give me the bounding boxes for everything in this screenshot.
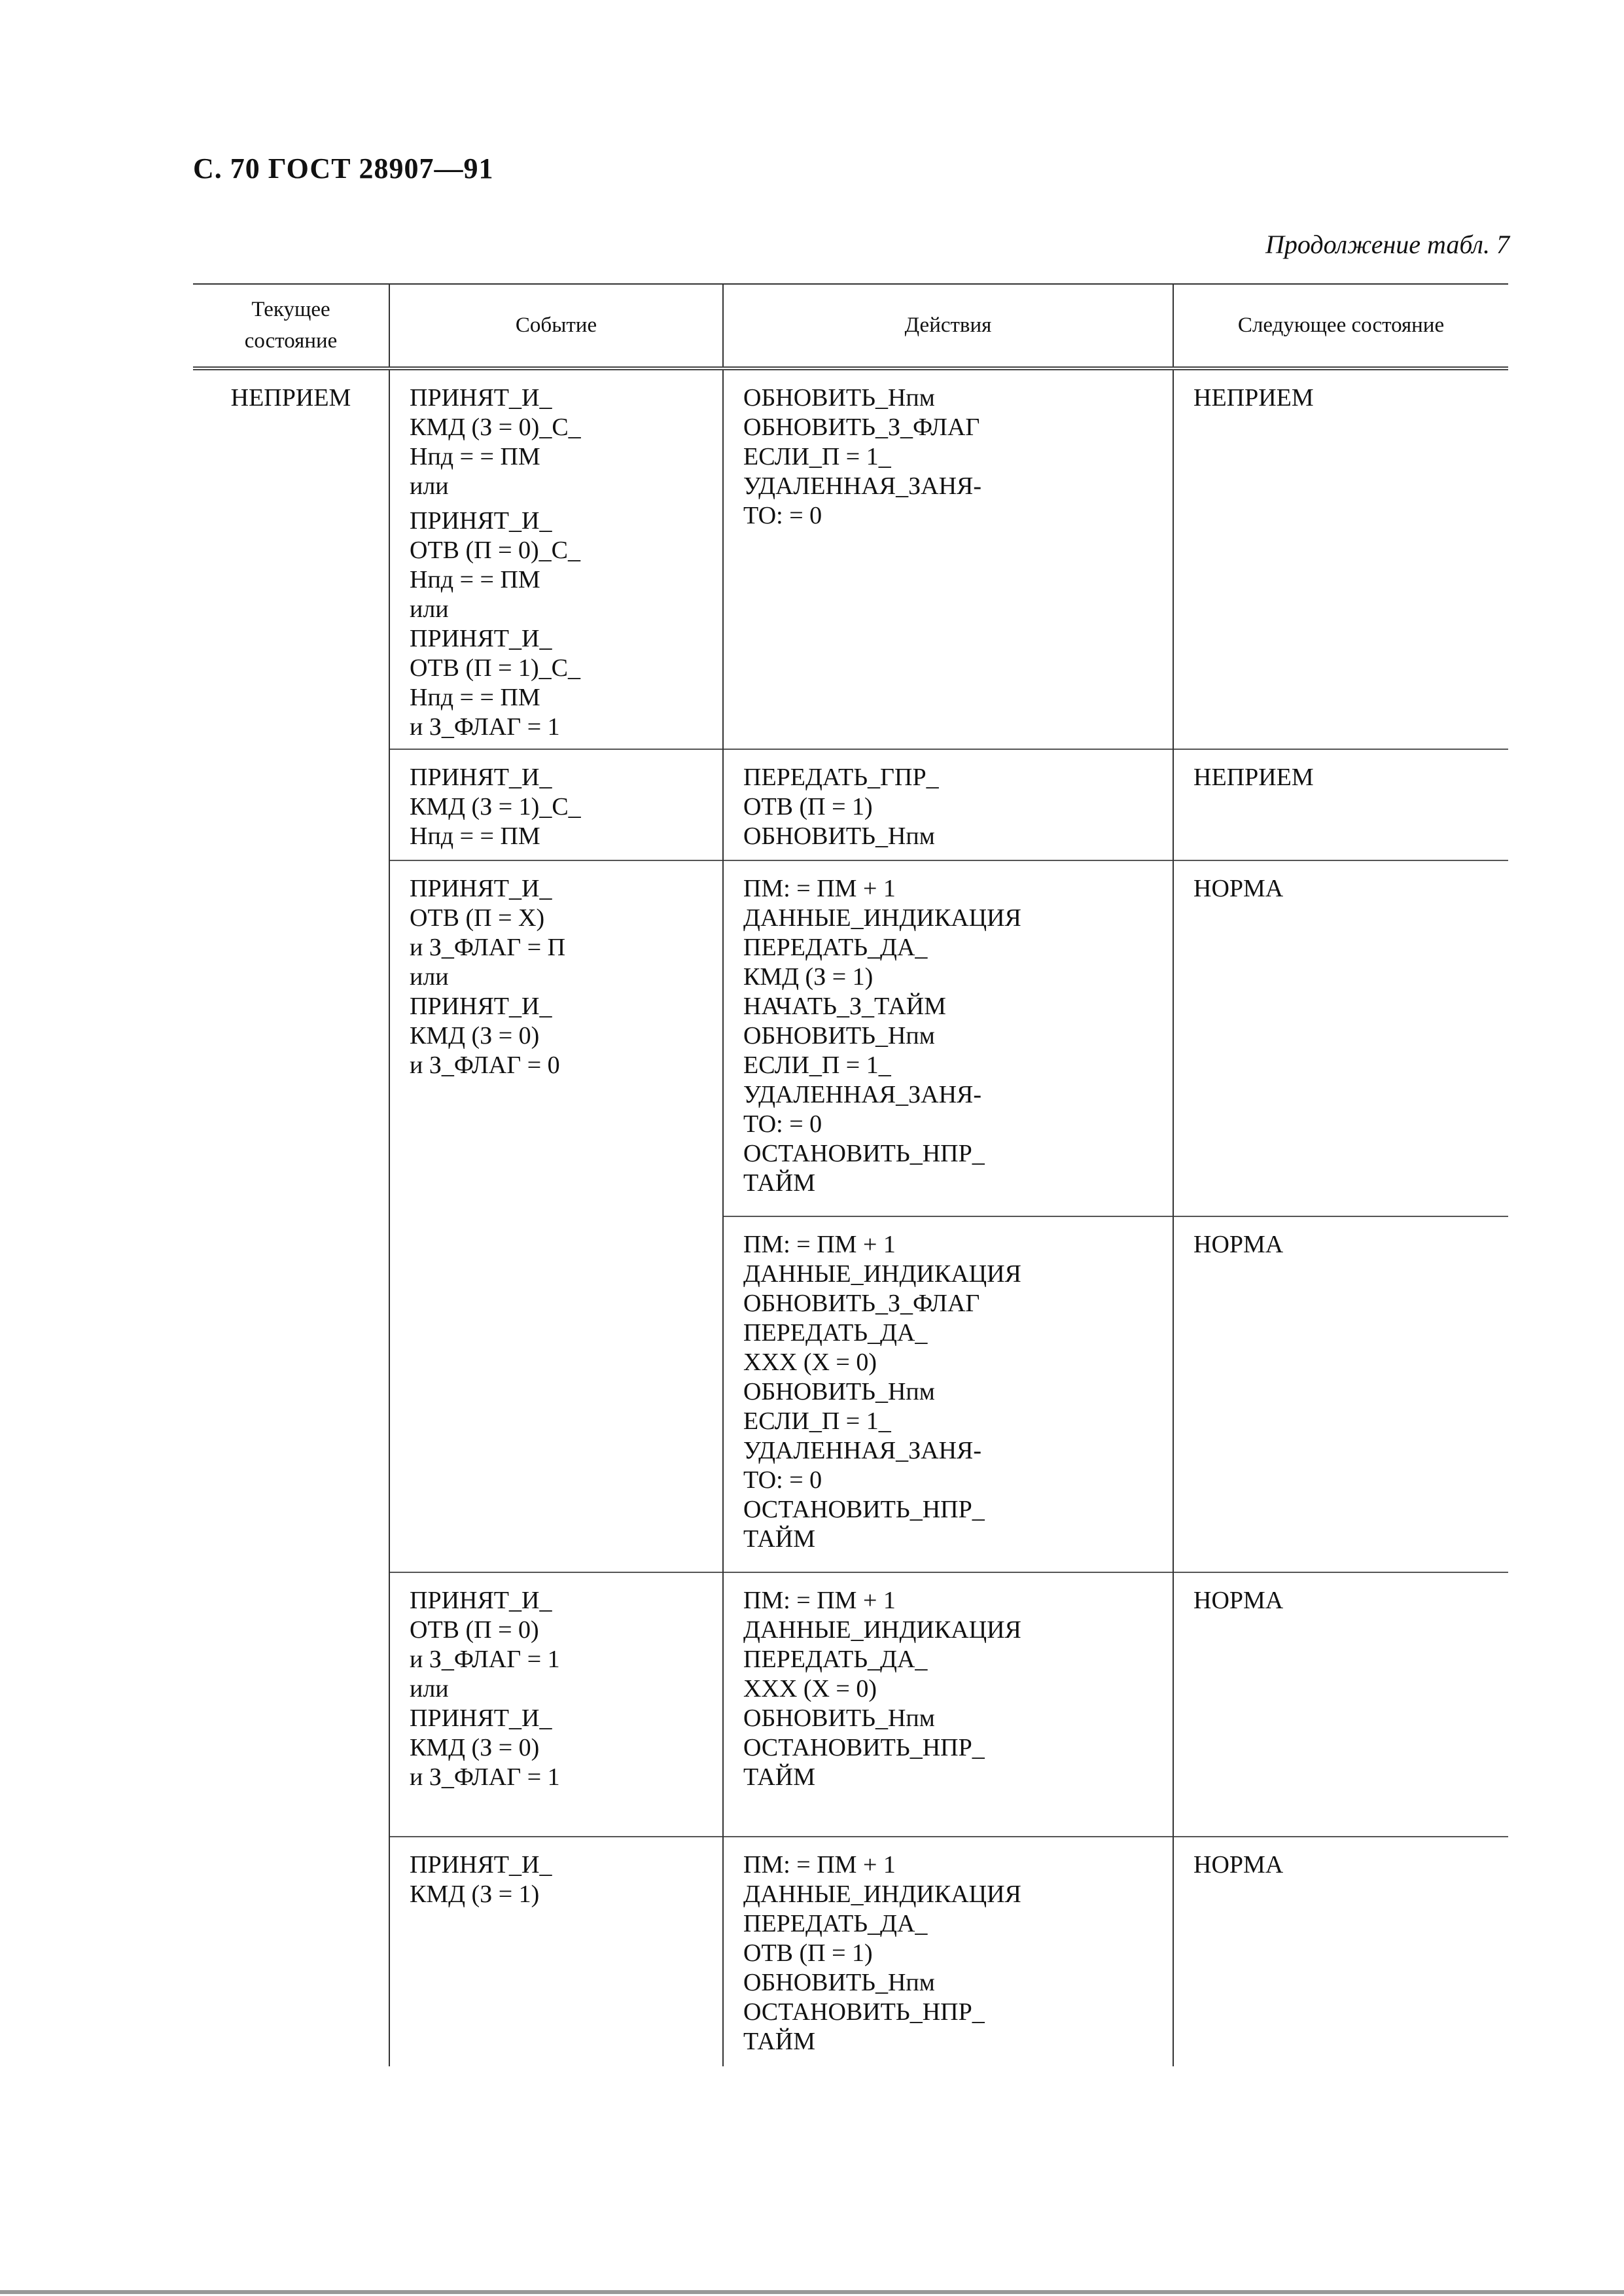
action-line: ЕСЛИ_П = 1_ <box>743 1051 891 1079</box>
actions-cell <box>723 1216 1173 1572</box>
header-current-state: Текущее состояние <box>193 284 389 368</box>
table-row <box>193 1837 1508 2066</box>
event-line: Нпд = = ПМ <box>410 684 540 711</box>
action-line: УДАЛЕННАЯ_ЗАНЯ- <box>743 1081 982 1108</box>
action-line: ЕСЛИ_П = 1_ <box>743 1407 891 1435</box>
event-line: Нпд = = ПМ <box>410 822 540 850</box>
action-line: ОБНОВИТЬ_Нпм <box>743 384 935 412</box>
action-line: ДАННЫЕ_ИНДИКАЦИЯ <box>743 1616 1021 1644</box>
action-line: ПЕРЕДАТЬ_ДА_ <box>743 934 928 961</box>
action-line: КМД (З = 1) <box>743 963 874 991</box>
action-line: ПМ: = ПМ + 1 <box>743 1231 896 1258</box>
action-line: ПМ: = ПМ + 1 <box>743 1851 896 1879</box>
event-line: ПРИНЯТ_И_ <box>410 1587 552 1614</box>
event-line: и З_ФЛАГ = 0 <box>410 1051 560 1079</box>
event-line: ПРИНЯТ_И_ <box>410 384 552 412</box>
next-state-cell: НОРМА <box>1173 1216 1508 1572</box>
action-line: ХХХ (Х = 0) <box>743 1675 877 1703</box>
actions-cell <box>723 860 1173 1216</box>
event-line: или <box>410 1675 449 1703</box>
actions-cell <box>723 368 1173 749</box>
event-cell <box>389 860 723 1572</box>
event-line: ОТВ (П = 1)_С_ <box>410 654 581 682</box>
next-state-cell: НОРМА <box>1173 1837 1508 2066</box>
action-line: ПМ: = ПМ + 1 <box>743 1587 896 1614</box>
action-line: НАЧАТЬ_З_ТАЙМ <box>743 993 946 1020</box>
action-line: ОТВ (П = 1) <box>743 1939 873 1967</box>
action-line: ПМ: = ПМ + 1 <box>743 875 896 902</box>
state-table-container <box>193 283 1508 2066</box>
event-line: ОТВ (П = 0) <box>410 1616 539 1644</box>
event-line: КМД (З = 0) <box>410 1022 540 1050</box>
action-line: ТО: = 0 <box>743 502 822 529</box>
event-cell <box>389 368 723 749</box>
event-line: ПРИНЯТ_И_ <box>410 764 552 791</box>
event-line: ОТВ (П = Х) <box>410 904 545 932</box>
event-line: ПРИНЯТ_И_ <box>410 507 552 535</box>
event-cell <box>389 1837 723 2066</box>
next-state-cell: НОРМА <box>1173 860 1508 1216</box>
header-next-state: Следующее состояние <box>1173 284 1508 368</box>
action-line: ДАННЫЕ_ИНДИКАЦИЯ <box>743 1260 1021 1288</box>
action-line: ПЕРЕДАТЬ_ДА_ <box>743 1319 928 1347</box>
event-line: КМД (З = 0)_С_ <box>410 414 581 441</box>
next-state-cell: НОРМА <box>1173 1572 1508 1837</box>
event-line: или <box>410 472 449 500</box>
action-line: ОСТАНОВИТЬ_НПР_ <box>743 1998 985 2026</box>
actions-cell <box>723 749 1173 860</box>
table-row <box>193 1572 1508 1837</box>
header-actions: Действия <box>723 284 1173 368</box>
event-line: ПРИНЯТ_И_ <box>410 875 552 902</box>
action-line: ПЕРЕДАТЬ_ГПР_ <box>743 764 939 791</box>
current-state-cell: НЕПРИЕМ <box>230 384 351 412</box>
table-body <box>193 368 1508 2066</box>
action-line: ОБНОВИТЬ_Нпм <box>743 1378 935 1405</box>
action-line: ТО: = 0 <box>743 1110 822 1138</box>
event-line: или <box>410 963 449 991</box>
event-line: ПРИНЯТ_И_ <box>410 1704 552 1732</box>
page-header: С. 70 ГОСТ 28907—91 <box>193 152 494 185</box>
state-transition-table <box>193 283 1508 2066</box>
action-line: ДАННЫЕ_ИНДИКАЦИЯ <box>743 904 1021 932</box>
action-line: ОБНОВИТЬ_З_ФЛАГ <box>743 1290 980 1317</box>
action-line: ХХХ (Х = 0) <box>743 1349 877 1376</box>
action-line: ТАЙМ <box>743 2028 815 2055</box>
next-state-cell: НЕПРИЕМ <box>1173 368 1508 749</box>
action-line: ТАЙМ <box>743 1525 815 1553</box>
action-line: ТО: = 0 <box>743 1466 822 1494</box>
event-line: и З_ФЛАГ = 1 <box>410 1763 560 1791</box>
action-line: ОБНОВИТЬ_З_ФЛАГ <box>743 414 980 441</box>
event-line: КМД (З = 1) <box>410 1881 540 1908</box>
event-line: ПРИНЯТ_И_ <box>410 993 552 1020</box>
event-line: Нпд = = ПМ <box>410 443 540 470</box>
table-row <box>193 860 1508 1216</box>
event-line: или <box>410 595 449 623</box>
event-line: ОТВ (П = 0)_С_ <box>410 537 581 564</box>
table-header <box>193 284 1508 368</box>
event-line: и З_ФЛАГ = П <box>410 934 566 961</box>
event-line: ПРИНЯТ_И_ <box>410 625 552 652</box>
actions-cell <box>723 1837 1173 2066</box>
event-line: и З_ФЛАГ = 1 <box>410 1646 560 1673</box>
action-line: ПЕРЕДАТЬ_ДА_ <box>743 1910 928 1937</box>
action-line: ОСТАНОВИТЬ_НПР_ <box>743 1496 985 1523</box>
action-line: ПЕРЕДАТЬ_ДА_ <box>743 1646 928 1673</box>
action-line: ОБНОВИТЬ_Нпм <box>743 1022 935 1050</box>
action-line: ОСТАНОВИТЬ_НПР_ <box>743 1140 985 1167</box>
action-line: ДАННЫЕ_ИНДИКАЦИЯ <box>743 1881 1021 1908</box>
event-line: ПРИНЯТ_И_ <box>410 1851 552 1879</box>
next-state-cell: НЕПРИЕМ <box>1173 749 1508 860</box>
page-bottom-edge <box>0 2290 1624 2294</box>
action-line: ОБНОВИТЬ_Нпм <box>743 822 935 850</box>
table-continuation-note: Продолжение табл. 7 <box>1265 230 1509 259</box>
event-cell <box>389 1572 723 1837</box>
action-line: ЕСЛИ_П = 1_ <box>743 443 891 470</box>
event-line: КМД (З = 0) <box>410 1734 540 1761</box>
event-line: КМД (З = 1)_С_ <box>410 793 581 821</box>
action-line: ОСТАНОВИТЬ_НПР_ <box>743 1734 985 1761</box>
event-line: и З_ФЛАГ = 1 <box>410 713 560 741</box>
table-row <box>193 368 1508 749</box>
table-row <box>193 749 1508 860</box>
action-line: ОБНОВИТЬ_Нпм <box>743 1704 935 1732</box>
action-line: ТАЙМ <box>743 1169 815 1197</box>
action-line: ОТВ (П = 1) <box>743 793 873 821</box>
event-line: Нпд = = ПМ <box>410 566 540 593</box>
action-line: УДАЛЕННАЯ_ЗАНЯ- <box>743 472 982 500</box>
event-cell <box>389 749 723 860</box>
line-gap <box>410 501 703 506</box>
header-event: Событие <box>389 284 723 368</box>
action-line: ТАЙМ <box>743 1763 815 1791</box>
actions-cell <box>723 1572 1173 1837</box>
action-line: ОБНОВИТЬ_Нпм <box>743 1969 935 1996</box>
action-line: УДАЛЕННАЯ_ЗАНЯ- <box>743 1437 982 1464</box>
